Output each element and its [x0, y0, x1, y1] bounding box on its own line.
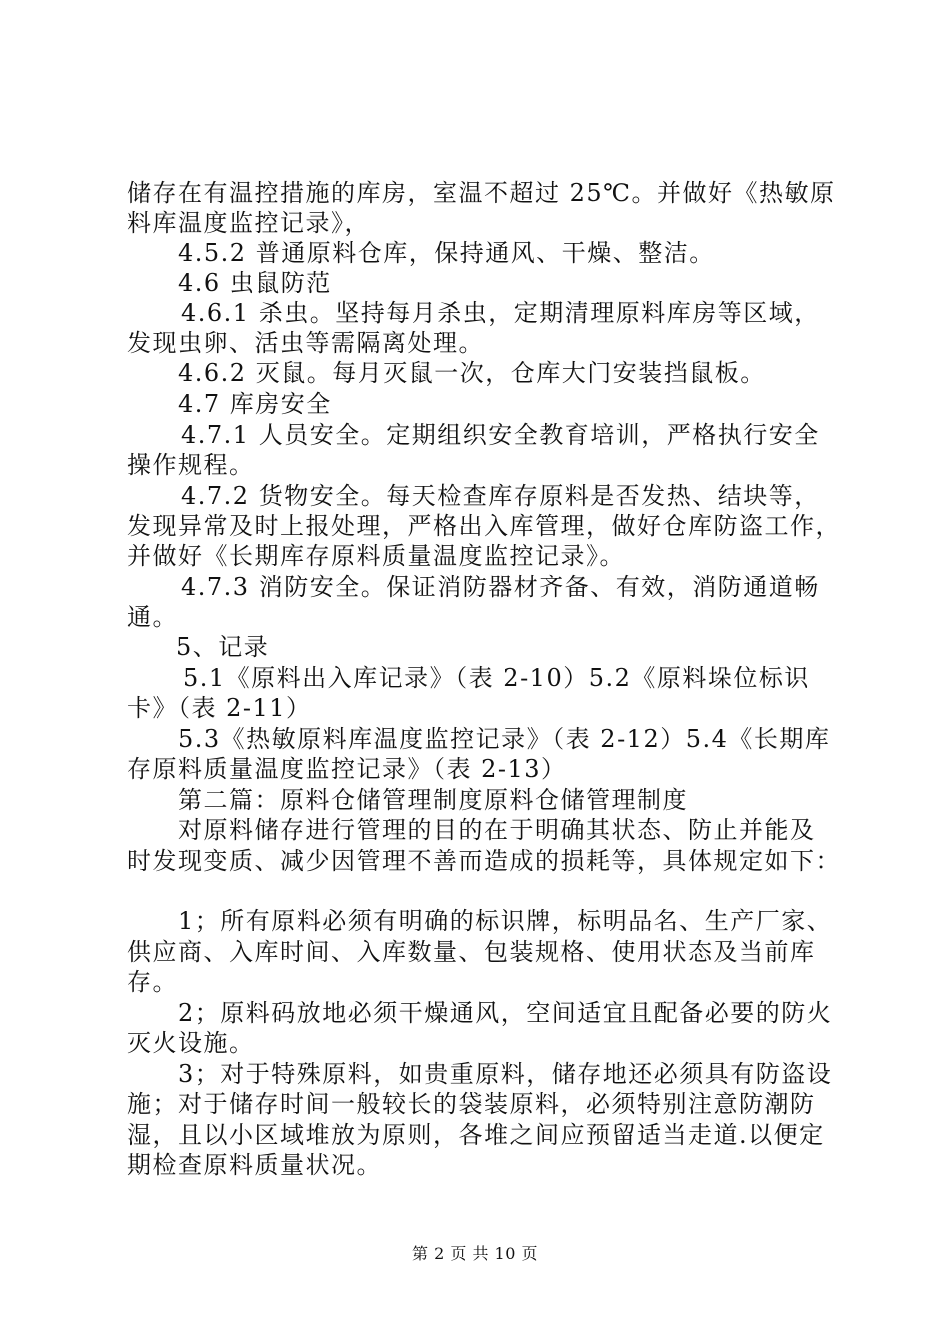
body-line: 4.6.2 灭鼠。每月灭鼠一次，仓库大门安装挡鼠板。: [178, 359, 766, 387]
body-line: 2；原料码放地必须干燥通风，空间适宜且配备必要的防火: [178, 999, 833, 1027]
page-number-footer: 第 2 页 共 10 页: [412, 1244, 538, 1263]
body-line: 通。: [127, 603, 178, 631]
body-line: 施；对于储存时间一般较长的袋装原料，必须特别注意防潮防: [127, 1090, 816, 1118]
body-line: 存原料质量温度监控记录》（表 2-13）: [127, 755, 567, 783]
section-heading: 4.6 虫鼠防范: [178, 269, 332, 297]
body-line: 供应商、入库时间、入库数量、包装规格、使用状态及当前库: [127, 938, 816, 966]
body-line: 1；所有原料必须有明确的标识牌，标明品名、生产厂家、: [178, 907, 833, 935]
body-line: 灭火设施。: [127, 1029, 255, 1057]
body-line: 卡》（表 2-11）: [127, 694, 312, 722]
body-line: 并做好《长期库存原料质量温度监控记录》。: [127, 542, 625, 570]
chapter-heading: 第二篇：原料仓储管理制度原料仓储管理制度: [178, 786, 688, 814]
body-line: 期检查原料质量状况。: [127, 1151, 382, 1179]
body-line: 发现异常及时上报处理，严格出入库管理，做好仓库防盗工作，: [127, 512, 841, 540]
body-line: 4.5.2 普通原料仓库，保持通风、干燥、整洁。: [178, 239, 715, 267]
body-line: 4.7.2 货物安全。每天检查库存原料是否发热、结块等，: [181, 482, 820, 510]
body-line: 时发现变质、减少因管理不善而造成的损耗等，具体规定如下：: [127, 847, 841, 875]
body-line: 对原料储存进行管理的目的在于明确其状态、防止并能及: [178, 816, 816, 844]
body-line: 5.3《热敏原料库温度监控记录》（表 2-12）5.4《长期库: [178, 725, 831, 753]
body-line: 湿，且以小区域堆放为原则，各堆之间应预留适当走道.以便定: [127, 1121, 825, 1149]
body-line: 料库温度监控记录》，: [127, 209, 370, 237]
body-line: 4.7.3 消防安全。保证消防器材齐备、有效，消防通道畅: [181, 573, 820, 601]
body-line: 3；对于特殊原料，如贵重原料，储存地还必须具有防盗设: [178, 1060, 833, 1088]
body-line: 存。: [127, 968, 178, 996]
body-line: 发现虫卵、活虫等需隔离处理。: [127, 329, 484, 357]
section-heading: 5、记录: [176, 633, 270, 661]
body-line: 4.7.1 人员安全。定期组织安全教育培训，严格执行安全: [181, 421, 820, 449]
body-line: 5.1《原料出入库记录》（表 2-10）5.2《原料垛位标识: [183, 664, 810, 692]
body-line: 操作规程。: [127, 451, 255, 479]
body-line: 储存在有温控措施的库房，室温不超过 25℃。并做好《热敏原: [127, 179, 836, 207]
section-heading: 4.7 库房安全: [178, 390, 332, 418]
body-line: 4.6.1 杀虫。坚持每月杀虫，定期清理原料库房等区域，: [181, 299, 820, 327]
